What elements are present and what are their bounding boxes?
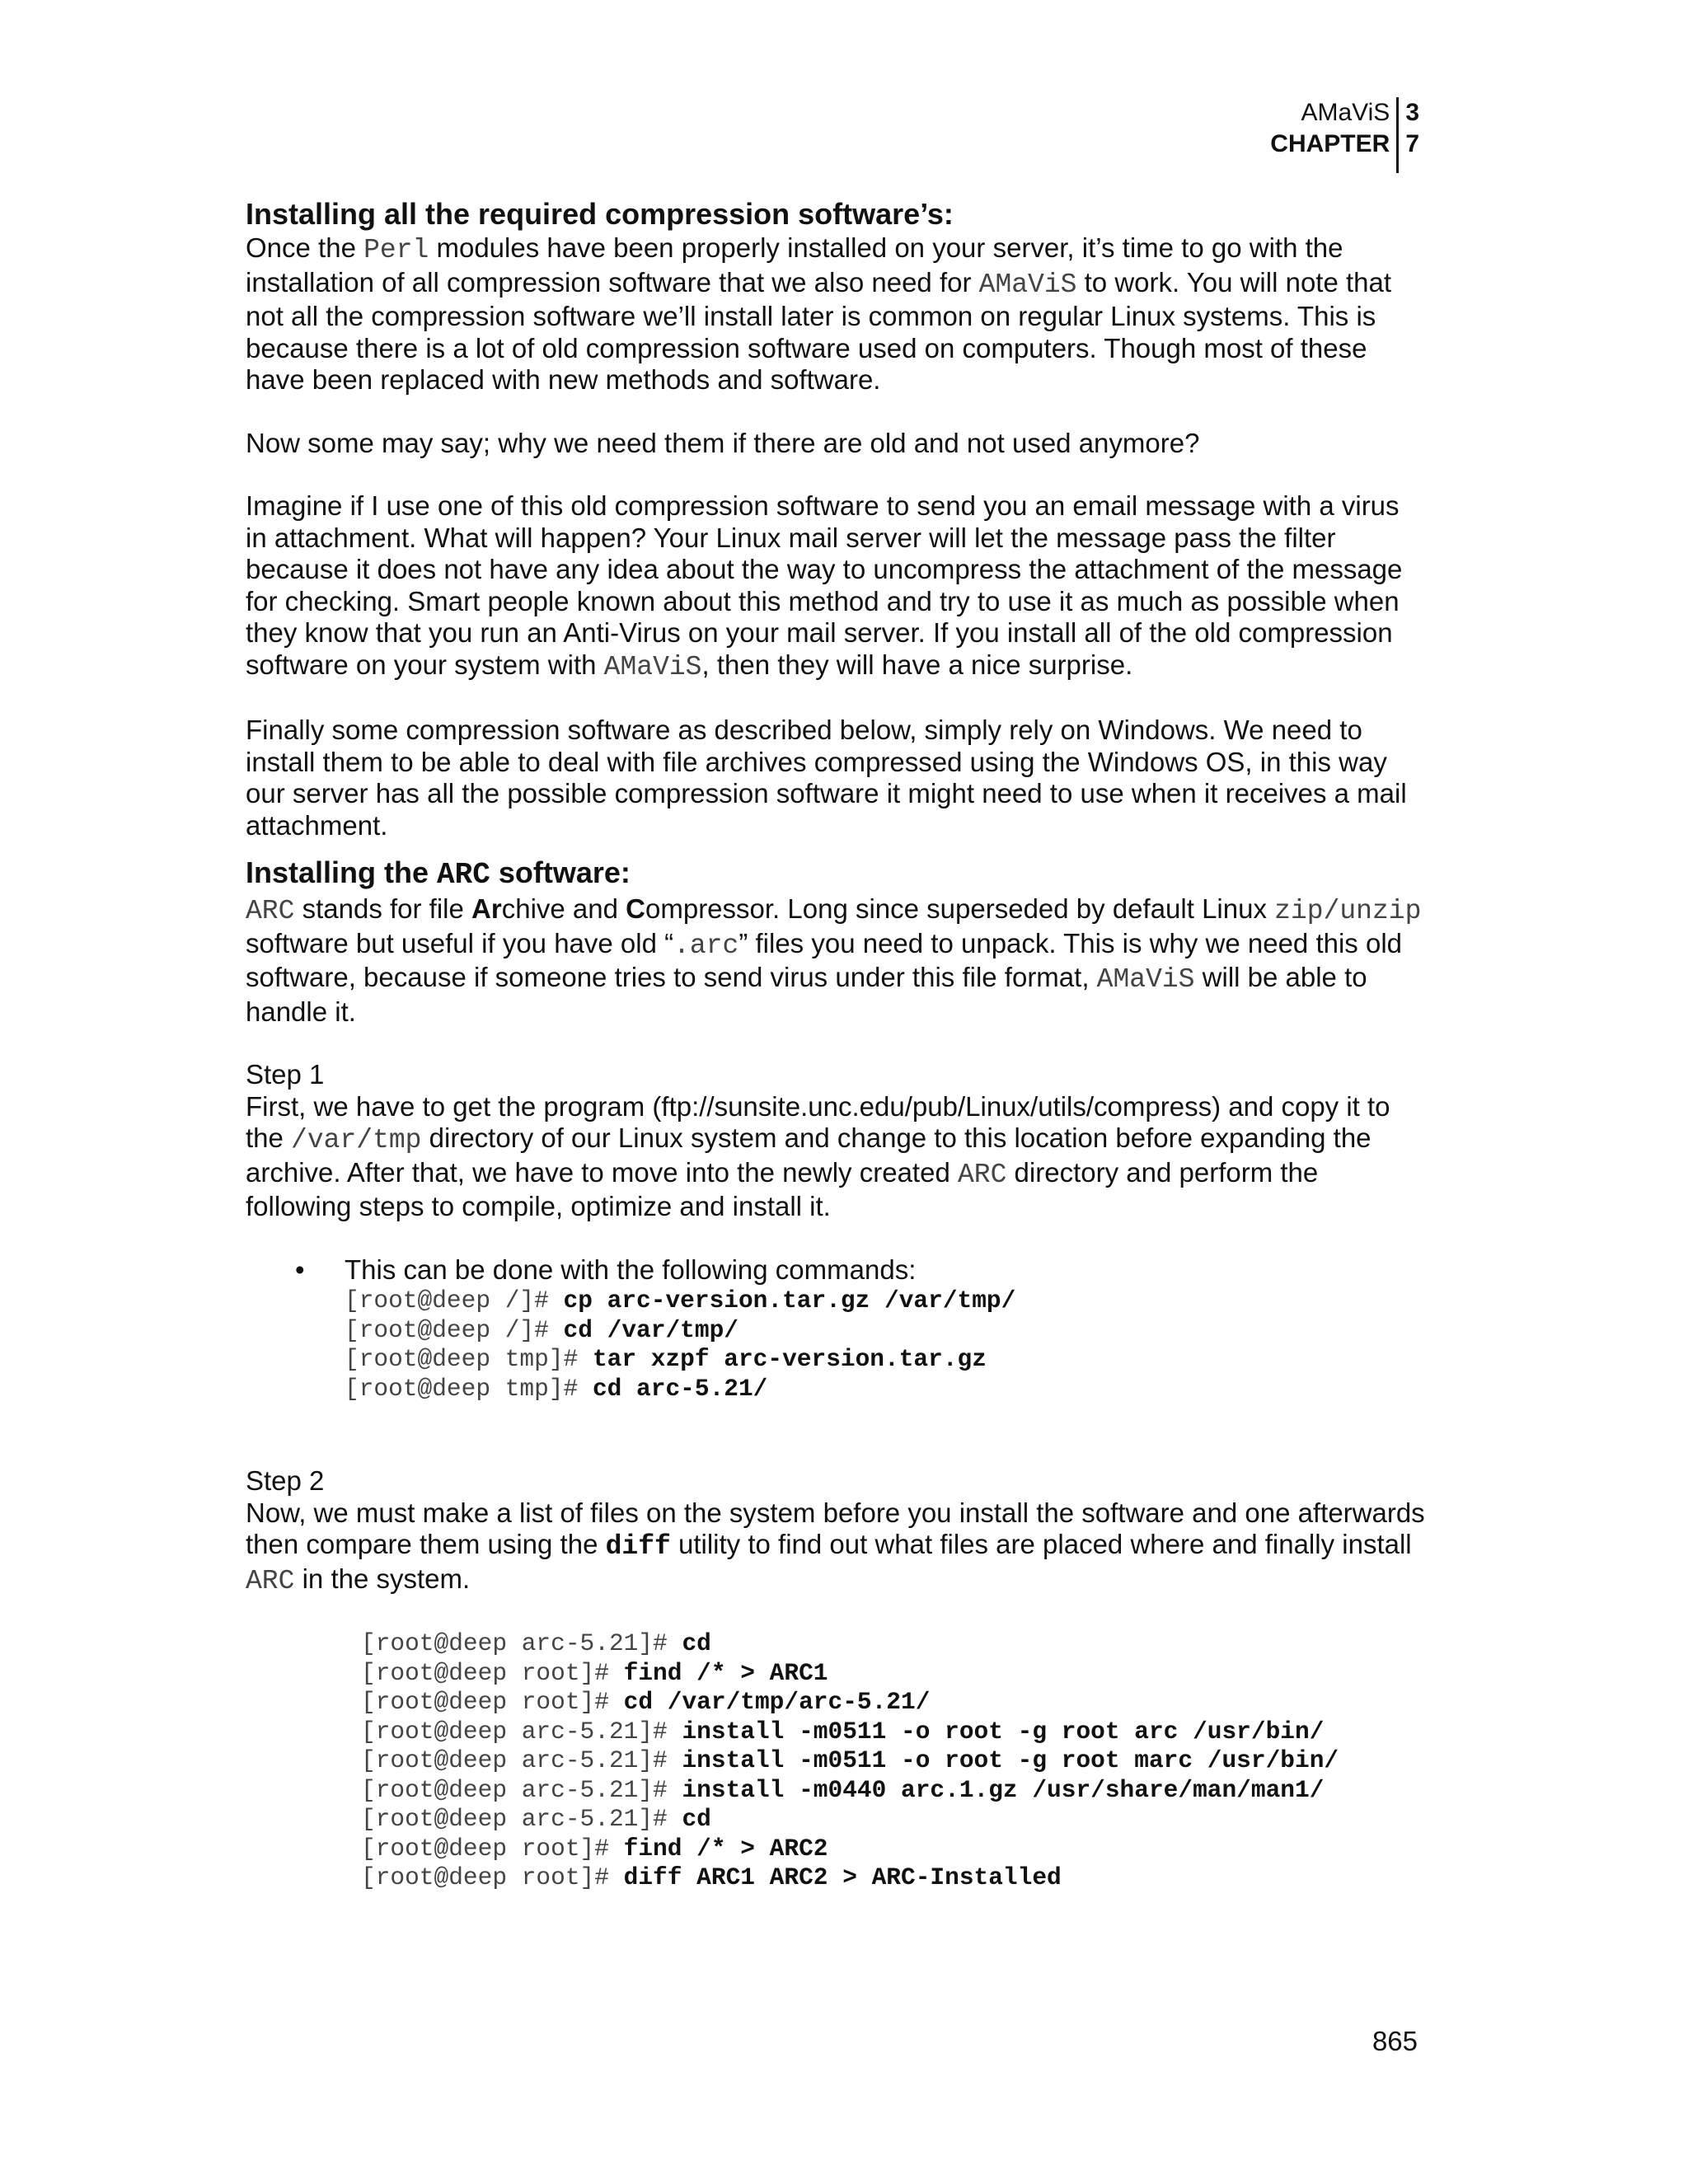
header-chapter-label: CHAPTER [1270,130,1390,157]
code-line: [root@deep arc-5.21]# install -m0440 arc.1.gz /usr/share/man/man1/ [361,1775,1325,1804]
paragraph-intro: Once the Perl modules have been properly installed on your server, it’s time to go with the installation of all compression software that we also need for AMaViS to work. You will note that not all the compression software we’ll install later is common on regular Linux systems. This is because there is a lot of old compression software used on computers. Though most of these have been replaced with new methods and software. [246,232,1392,395]
bullet-dot-icon: • [295,1254,305,1285]
code-line: [root@deep root]# cd /var/tmp/arc-5.21/ [361,1688,931,1716]
chapter-number-top: 3 [1405,99,1419,126]
code-perl: Perl [363,235,429,265]
code-line: [root@deep arc-5.21]# install -m0511 -o root -g root marc /usr/bin/ [361,1746,1339,1774]
paragraph-arc-description: ARC stands for file Archive and Compressor. Long since superseded by default Linux zip/unzip software but useful if you have old “.arc” files you need to unpack. This is why we need this old software, because if someone tries to send virus under this file format, AMaViS will be able to handle it. [246,893,1422,1027]
header-chapter-number [1399,97,1419,173]
step-2-label: Step 2 [246,1465,325,1496]
code-arc-heading: ARC [437,858,490,892]
code-line: [root@deep /]# cp arc-version.tar.gz /var/tmp/ [345,1286,1016,1315]
code-line: [root@deep /]# cd /var/tmp/ [345,1315,738,1344]
paragraph-question: Now some may say; why we need them if there are old and not used anymore? [246,427,1200,458]
page-content [246,196,1426,1892]
code-amavis: AMaViS [978,269,1077,300]
code-line: [root@deep root]# find /* > ARC1 [361,1658,828,1687]
code-line: [root@deep root]# diff ARC1 ARC2 > ARC-Installed [361,1863,1062,1891]
code-line: [root@deep arc-5.21]# install -m0511 -o root -g root arc /usr/bin/ [361,1717,1325,1746]
code-block-step-1 [345,1286,1426,1403]
step-1-label: Step 1 [246,1059,325,1090]
running-header [1270,97,1419,173]
code-line: [root@deep tmp]# tar xzpf arc-version.tar.gz [345,1345,987,1373]
section-heading-arc: Installing the ARC software: [246,855,631,892]
header-section-label: AMaViS [1301,99,1390,126]
code-line: [root@deep arc-5.21]# cd [361,1805,711,1833]
paragraph-step-2: Now, we must make a list of files on the system before you install the software and one afterwards then compare them using the diff utility to find out what files are placed where and finally install ARC in the system. [246,1497,1425,1596]
bullet-text: This can be done with the following commands: [345,1254,917,1285]
code-line: [root@deep arc-5.21]# cd [361,1629,711,1657]
paragraph-step-1: First, we have to get the program (ftp://sunsite.unc.edu/pub/Linux/utils/compress) and copy it to the /var/tmp directory of our Linux system and change to this location before expanding the archive. After that, we have to move into the newly created ARC directory and perform the following steps to compile, optimize and install it. [246,1090,1390,1221]
code-line: [root@deep root]# find /* > ARC2 [361,1834,828,1863]
code-block-step-2 [361,1629,1426,1892]
section-heading-compression: Installing all the required compression software’s: [246,197,954,231]
paragraph-virus-scenario: Imagine if I use one of this old compression software to send you an email message with a virus in attachment. What will happen? Your Linux mail server will let the message pass the filter because it does not have any idea about the way to uncompress the attachment of the message for checking. Smart people known about this method and try to use it as much as possible when they know that you run an Anti-Virus on your mail server. If you install all of the old compression software on your system with AMaViS, then they will have a nice surprise. [246,490,1403,682]
header-labels [1270,97,1399,173]
bullet-item [246,1254,1426,1286]
page-number: 865 [1372,2026,1418,2056]
code-line: [root@deep tmp]# cd arc-5.21/ [345,1374,768,1403]
code-amavis: AMaViS [603,651,702,682]
paragraph-windows: Finally some compression software as described below, simply rely on Windows. We need to install them to be able to deal with file archives compressed using the Windows OS, in this way our server has all the possible compression software it might need to use when it receives a mail attachment. [246,715,1407,841]
chapter-number-bottom: 7 [1405,130,1419,157]
